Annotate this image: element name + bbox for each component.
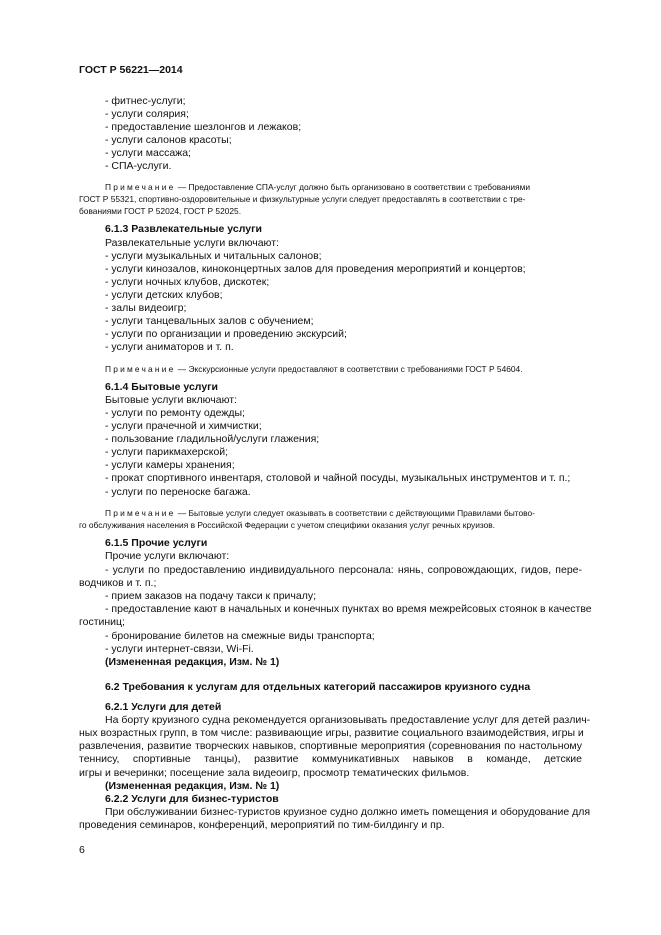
list-item: - услуги по переноске багажа. xyxy=(105,486,251,498)
list-item: - фитнес-услуги; xyxy=(105,95,186,107)
paragraph: На борту круизного судна рекомендуется организовывать предоставление услуг для детей различ- xyxy=(105,714,591,726)
note-text: ГОСТ Р 55321, спортивно-оздоровительные и физкультурные услуги следует предоставлять в соответствии с тре- xyxy=(79,194,526,204)
list-item: водчиков и т. п.; xyxy=(79,577,157,589)
note-text: — Бытовые услуги следует оказывать в соответствии с действующими Правилами бытово- xyxy=(175,508,535,518)
list-item: - услуги парикмахерской; xyxy=(105,446,229,458)
list-item: - бронирование билетов на смежные виды транспорта; xyxy=(105,630,375,642)
amendment-note: (Измененная редакция, Изм. № 1) xyxy=(105,656,280,668)
document-header: ГОСТ Р 56221—2014 xyxy=(79,64,183,76)
section-heading: 6.2.1 Услуги для детей xyxy=(105,701,222,713)
note-text: го обслуживания населения в Российской Федерации с учетом специфики оказания услуг речных круизов. xyxy=(79,520,496,530)
list-item: - услуги по предоставлению индивидуального персонала: нянь, сопровождающих, гидов, пере- xyxy=(105,564,582,576)
amendment-note: (Измененная редакция, Изм. № 1) xyxy=(105,780,280,792)
note-label: Примечание xyxy=(105,364,176,374)
paragraph: проведения семинаров, конференций, мероприятий по тим-билдингу и пр. xyxy=(79,819,445,831)
list-item: - услуги прачечной и химчистки; xyxy=(105,420,262,432)
list-item: - услуги салонов красоты; xyxy=(105,134,232,146)
paragraph: развлечения, развитие творческих навыков, спортивные мероприятия (соревнования по настольному xyxy=(79,740,582,752)
paragraph: Развлекательные услуги включают: xyxy=(105,237,279,249)
list-item: - залы видеоигр; xyxy=(105,302,187,314)
paragraph: Бытовые услуги включают: xyxy=(105,394,237,406)
list-item: - предоставление кают в начальных и конечных пунктах во время межрейсовых стоянок в качестве xyxy=(105,603,592,615)
section-heading: 6.1.4 Бытовые услуги xyxy=(105,381,218,393)
section-heading: 6.1.3 Развлекательные услуги xyxy=(105,223,262,235)
paragraph: ных возрастных групп, в том числе: развивающие игры, развитие социального взаимодействия, игры и xyxy=(79,727,584,739)
list-item: гостиниц; xyxy=(79,616,125,628)
paragraph: теннису, спортивные танцы), развитие коммуникативных навыков в команде, детские xyxy=(79,753,582,765)
list-item: - услуги по ремонту одежды; xyxy=(105,407,245,419)
list-item: - предоставление шезлонгов и лежаков; xyxy=(105,121,302,133)
list-item: - услуги кинозалов, киноконцертных залов для проведения мероприятий и концертов; xyxy=(105,263,526,275)
list-item: - услуги камеры хранения; xyxy=(105,459,235,471)
list-item: - прием заказов на подачу такси к причалу; xyxy=(105,590,317,602)
paragraph: Прочие услуги включают: xyxy=(105,550,230,562)
list-item: - услуги танцевальных залов с обучением; xyxy=(105,315,314,327)
list-item: - услуги музыкальных и читальных салонов; xyxy=(105,250,322,262)
paragraph: игры и вечеринки; посещение зала видеоигр, просмотр тематических фильмов. xyxy=(79,767,470,779)
list-item: - услуги детских клубов; xyxy=(105,289,223,301)
note-text: — Предоставление СПА-услуг должно быть организовано в соответствии с требованиями xyxy=(175,182,531,192)
note-label: Примечание xyxy=(105,508,176,518)
note xyxy=(105,363,523,376)
paragraph: При обслуживании бизнес-туристов круизное судно должно иметь помещения и оборудование для xyxy=(105,806,591,818)
note-text: бованиями ГОСТ Р 52024, ГОСТ Р 52025. xyxy=(79,206,242,216)
section-heading: 6.2.2 Услуги для бизнес-туристов xyxy=(105,793,279,805)
note-text: — Экскурсионные услуги предоставляют в соответствии с требованиями ГОСТ Р 54604. xyxy=(175,364,523,374)
section-heading: 6.2 Требования к услугам для отдельных категорий пассажиров круизного судна xyxy=(105,681,531,693)
list-item: - услуги аниматоров и т. п. xyxy=(105,341,234,353)
list-item: - пользование гладильной/услуги глажения; xyxy=(105,433,320,445)
list-item: - СПА-услуги. xyxy=(105,160,172,172)
list-item: - прокат спортивного инвентаря, столовой и чайной посуды, музыкальных инструментов и т. п.; xyxy=(105,472,571,484)
list-item: - услуги массажа; xyxy=(105,147,191,159)
list-item: - услуги ночных клубов, дискотек; xyxy=(105,276,270,288)
section-heading: 6.1.5 Прочие услуги xyxy=(105,537,208,549)
page-number: 6 xyxy=(79,844,85,856)
note-label: Примечание xyxy=(105,182,176,192)
list-item: - услуги интернет-связи, Wi-Fi. xyxy=(105,643,254,655)
list-item: - услуги по организации и проведению экскурсий; xyxy=(105,328,347,340)
list-item: - услуги солярия; xyxy=(105,108,189,120)
